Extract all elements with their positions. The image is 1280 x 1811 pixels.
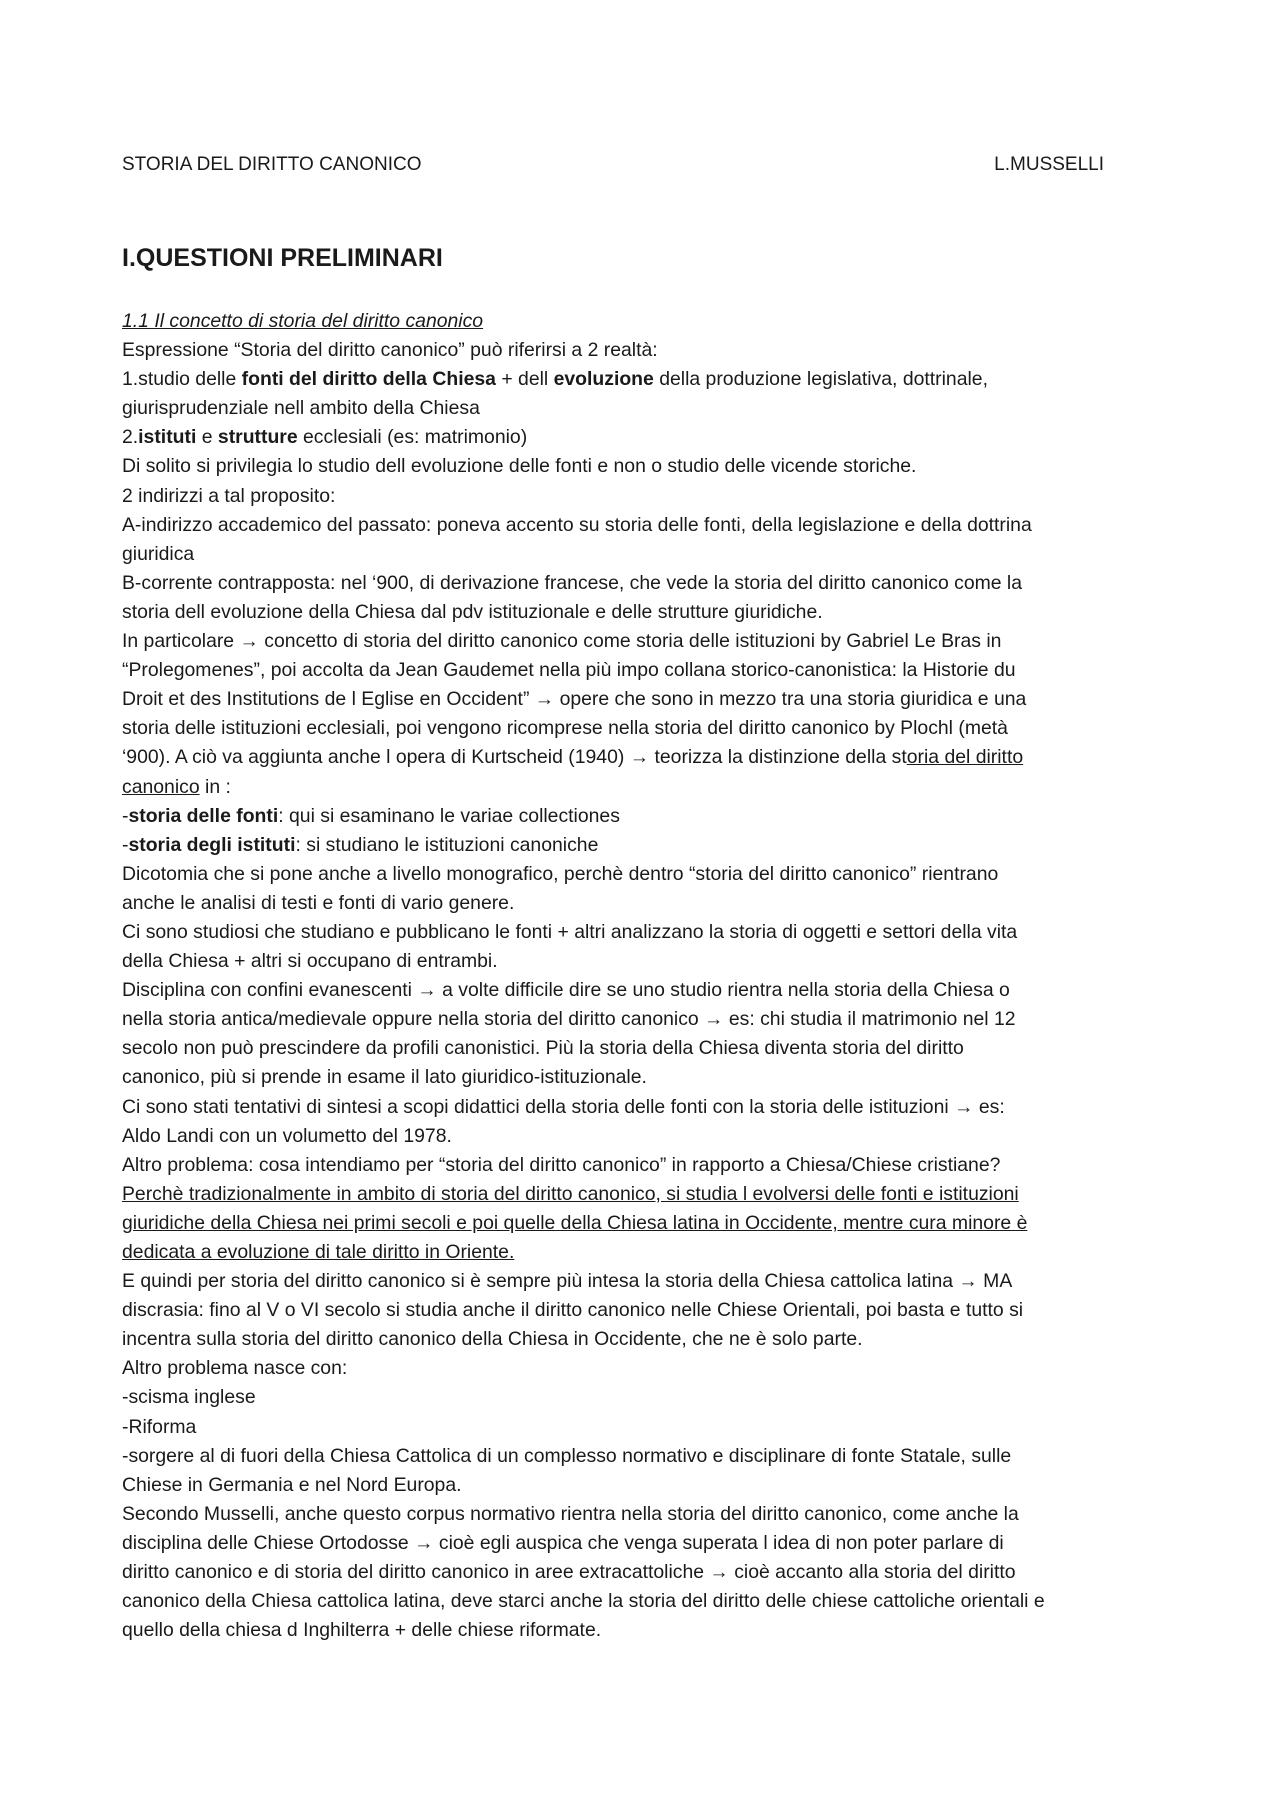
text-line: [122, 976, 1182, 1005]
text-line: [122, 802, 1182, 831]
text-line: [122, 1529, 1182, 1558]
text-line: [122, 1063, 1182, 1092]
text-run: -: [122, 833, 129, 856]
text-run: Droit et des Institutions de l Eglise en Occident” → opere che sono in mezzo tra una storia giuridica e una: [122, 688, 1027, 711]
text-line: [122, 1122, 1182, 1151]
text-run: storia delle istituzioni ecclesiali, poi vengono ricomprese nella storia del diritto canonico by Plochl (metà: [122, 717, 1008, 740]
text-run: della Chiesa + altri si occupano di entrambi.: [122, 950, 498, 973]
text-run: storia delle fonti: [128, 804, 279, 827]
text-line: [122, 1616, 1182, 1645]
text-run: canonico: [122, 775, 200, 798]
section-heading: [122, 307, 1182, 336]
text-line: [122, 1093, 1182, 1122]
text-run: 1.studio delle: [122, 368, 242, 391]
text-run: : qui si esaminano le variae collectiones: [278, 804, 620, 827]
text-line: [122, 452, 1182, 481]
text-run: Ci sono stati tentativi di sintesi a scopi didattici della storia delle fonti con la storia delle istituzioni → es:: [122, 1095, 1005, 1118]
text-line: [122, 482, 1182, 511]
text-line: [122, 685, 1182, 714]
text-run: evoluzione: [553, 368, 654, 391]
text-line: [122, 569, 1182, 598]
author-name: L.MUSSELLI: [994, 154, 1104, 175]
text-run: canonico, più si prende in esame il lato giuridico-istituzionale.: [122, 1066, 647, 1089]
text-line: [122, 773, 1182, 802]
text-line: [122, 365, 1182, 394]
text-run: in :: [199, 775, 231, 798]
text-line: [122, 918, 1182, 947]
text-line: [122, 394, 1182, 423]
text-run: Ci sono studiosi che studiano e pubblicano le fonti + altri analizzano la storia di oggetti e settori della vita: [122, 920, 1018, 943]
text-run: -sorgere al di fuori della Chiesa Cattolica di un complesso normativo e disciplinare di fonte Statale, sulle: [122, 1444, 1012, 1467]
text-line: [122, 947, 1182, 976]
text-run: disciplina delle Chiese Ortodosse → cioè egli auspica che venga superata l idea di non poter parlare di: [122, 1531, 1004, 1554]
text-run: strutture: [217, 426, 298, 449]
text-line: [122, 860, 1182, 889]
text-line: [122, 1034, 1182, 1063]
text-line: [122, 1442, 1182, 1471]
text-run: A-indirizzo accademico del passato: poneva accento su storia delle fonti, della legislazione e della dottrina: [122, 513, 1032, 536]
text-run: : si studiano le istituzioni canoniche: [295, 833, 599, 856]
text-run: fonti del diritto della Chiesa: [241, 368, 496, 391]
text-line: [122, 598, 1182, 627]
text-line: [122, 889, 1182, 918]
text-run: e: [196, 426, 218, 449]
text-line: [122, 1238, 1182, 1267]
text-run: Aldo Landi con un volumetto del 1978.: [122, 1124, 452, 1147]
text-run: Perchè tradizionalmente in ambito di storia del diritto canonico, si studia l evolversi delle fonti e istituzioni: [122, 1182, 1019, 1205]
text-line: [122, 714, 1182, 743]
text-run: istituti: [138, 426, 197, 449]
text-line: [122, 1500, 1182, 1529]
text-line: [122, 1413, 1182, 1442]
course-title: STORIA DEL DIRITTO CANONICO: [122, 154, 422, 175]
text-run: oria del diritto: [906, 746, 1024, 769]
text-run: ecclesiali (es: matrimonio): [297, 426, 528, 449]
text-run: incentra sulla storia del diritto canonico della Chiesa in Occidente, che ne è solo parte.: [122, 1328, 863, 1351]
text-run: giurisprudenziale nell ambito della Chiesa: [122, 397, 480, 420]
text-line: [122, 1354, 1182, 1383]
text-run: Chiese in Germania e nel Nord Europa.: [122, 1473, 462, 1496]
text-run: Disciplina con confini evanescenti → a volte difficile dire se uno studio rientra nella storia della Chiesa o: [122, 979, 1010, 1002]
text-run: Di solito si privilegia lo studio dell evoluzione delle fonti e non o studio delle vicende storiche.: [122, 455, 917, 478]
text-run: E quindi per storia del diritto canonico si è sempre più intesa la storia della Chiesa cattolica latina → MA: [122, 1270, 1013, 1293]
text-line: [122, 1209, 1182, 1238]
text-run: Dicotomia che si pone anche a livello monografico, perchè dentro “storia del diritto canonico” rientrano: [122, 862, 999, 885]
text-line: [122, 511, 1182, 540]
text-line: [122, 656, 1182, 685]
text-run: dedicata a evoluzione di tale diritto in Oriente.: [122, 1241, 515, 1263]
text-line: [122, 627, 1182, 656]
text-line: [122, 1587, 1182, 1616]
text-run: nella storia antica/medievale oppure nella storia del diritto canonico → es: chi studia il matrimonio nel 12: [122, 1008, 1016, 1031]
text-run: 1.1 Il concetto di storia del diritto canonico: [122, 310, 484, 332]
document-body: [122, 307, 1182, 1645]
text-line: [122, 1267, 1182, 1296]
text-run: canonico della Chiesa cattolica latina, deve starci anche la storia del diritto delle chiese cattoliche orientali e: [122, 1590, 1045, 1613]
text-run: giuridica: [122, 542, 195, 565]
text-run: storia degli istituti: [128, 833, 296, 856]
text-run: anche le analisi di testi e fonti di vario genere.: [122, 891, 515, 914]
text-run: discrasia: fino al V o VI secolo si studia anche il diritto canonico nelle Chiese Orientali, poi basta e tutto si: [122, 1299, 1024, 1322]
text-line: [122, 831, 1182, 860]
text-run: secolo non può prescindere da profili canonistici. Più la storia della Chiesa diventa storia del diritto: [122, 1037, 964, 1060]
text-run: + dell: [495, 368, 554, 391]
text-line: [122, 1296, 1182, 1325]
text-line: [122, 1005, 1182, 1034]
text-run: 2.: [122, 426, 139, 449]
text-run: storia dell evoluzione della Chiesa dal pdv istituzionale e delle strutture giuridiche.: [122, 600, 823, 623]
text-line: [122, 336, 1182, 365]
text-run: In particolare → concetto di storia del diritto canonico come storia delle istituzioni by Gabriel Le Bras in: [122, 630, 1002, 653]
text-run: della produzione legislativa, dottrinale,: [653, 368, 988, 391]
text-run: diritto canonico e di storia del diritto canonico in aree extracattoliche → cioè accanto alla storia del diritto: [122, 1561, 1016, 1584]
text-run: Secondo Musselli, anche questo corpus normativo rientra nella storia del diritto canonico, come anche la: [122, 1502, 1019, 1525]
text-run: “Prolegomenes”, poi accolta da Jean Gaudemet nella più impo collana storico-canonistica: la Historie du: [122, 659, 1016, 682]
text-line: [122, 1383, 1182, 1412]
text-line: [122, 1151, 1182, 1180]
chapter-title: I.QUESTIONI PRELIMINARI: [122, 244, 443, 272]
text-run: -Riforma: [122, 1415, 197, 1438]
text-line: [122, 540, 1182, 569]
text-line: [122, 423, 1182, 452]
text-run: -: [122, 804, 129, 827]
text-line: [122, 1471, 1182, 1500]
text-run: Altro problema: cosa intendiamo per “storia del diritto canonico” in rapporto a Chiesa/Chiese cristiane?: [122, 1153, 1001, 1176]
text-run: -scisma inglese: [122, 1386, 256, 1409]
text-line: [122, 1180, 1182, 1209]
text-line: [122, 743, 1182, 772]
text-run: quello della chiesa d Inghilterra + delle chiese riformate.: [122, 1619, 602, 1642]
text-run: Espressione “Storia del diritto canonico” può riferirsi a 2 realtà:: [122, 339, 658, 362]
text-line: [122, 1325, 1182, 1354]
text-run: ‘900). A ciò va aggiunta anche l opera di Kurtscheid (1940) → teorizza la distinzione della st: [122, 746, 907, 769]
text-run: B-corrente contrapposta: nel ‘900, di derivazione francese, che vede la storia del diritto canonico come la: [122, 571, 1023, 594]
text-line: [122, 1558, 1182, 1587]
text-run: Altro problema nasce con:: [122, 1357, 348, 1380]
text-run: giuridiche della Chiesa nei primi secoli e poi quelle della Chiesa latina in Occidente, mentre cura minore è: [122, 1211, 1028, 1234]
text-run: 2 indirizzi a tal proposito:: [122, 484, 336, 507]
